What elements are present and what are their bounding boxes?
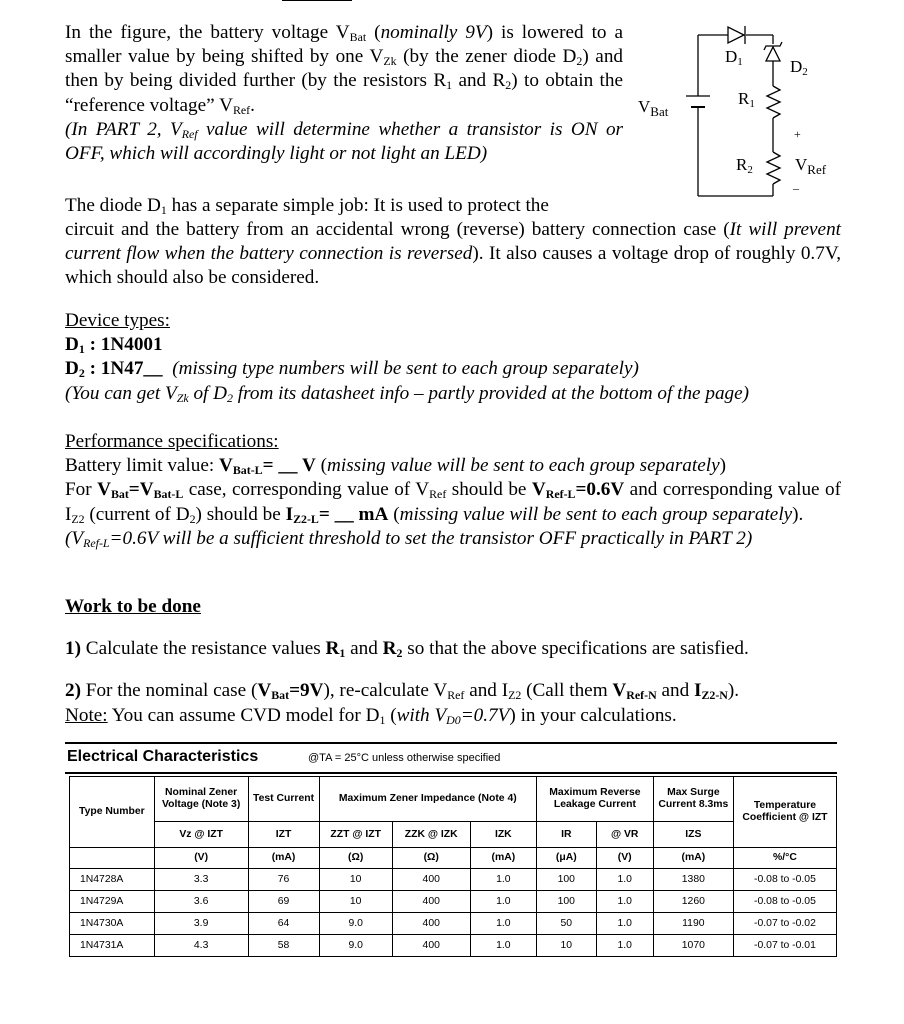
unit-cell: (Ω) bbox=[319, 848, 392, 869]
subheader: IZS bbox=[653, 822, 733, 848]
diode1-line1: The diode $D_1$ has a separate simple job: It is used to protect the bbox=[65, 195, 549, 217]
label-plus: + bbox=[794, 127, 801, 141]
intro-paragraph: In the figure, the battery voltage $V_{Bat}$ (nominally 9V) is lowered to a smaller value by being shifted by one $V_{Zk}$ (by the zener diode $D_2$) and then by being divided further (by the resistors $R_1$ and $R_2$) to obtain the “reference voltage” $V_{Ref}$. (In PART 2, $V_{Ref}$ value will determine whether a transistor is ON or OFF, which will accordingly light or not light an LED) bbox=[65, 22, 624, 165]
d1-diode-triangle bbox=[728, 27, 744, 43]
subheader: IZK bbox=[470, 822, 536, 848]
table-row: 1N4731A 4.3 58 9.0 400 1.0 10 1.0 1070 -0.07 to -0.01 bbox=[70, 935, 837, 957]
question-1: 1) Calculate the resistance values $R_1$ and $R_2$ so that the above specifications are satisfied. bbox=[65, 638, 749, 661]
unit-cell: (V) bbox=[154, 848, 248, 869]
note-line: Note: You can assume CVD model for $D_1$ (with $V_{D0}=0.7V$) in your calculations. bbox=[65, 704, 677, 727]
zener-table bbox=[69, 776, 837, 957]
subheader: ZZT @ IZT bbox=[319, 822, 392, 848]
circuit-diagram bbox=[628, 14, 848, 204]
header-temp: Temperature Coefficient @ IZT bbox=[733, 777, 836, 848]
d2-zener-triangle bbox=[766, 47, 780, 61]
subheader: ZZK @ IZK bbox=[392, 822, 470, 848]
label-r1: R1 bbox=[738, 89, 755, 110]
subheader: Vz @ IZT bbox=[154, 822, 248, 848]
label-vref: $V_{Ref}$ bbox=[795, 155, 827, 177]
unit-cell: (mA) bbox=[248, 848, 319, 869]
table-row: 1N4729A 3.6 69 10 400 1.0 100 1.0 1260 -0.08 to -0.05 bbox=[70, 891, 837, 913]
unit-cell: (V) bbox=[596, 848, 653, 869]
label-d1: D1 bbox=[725, 47, 743, 68]
unit-cell: (mA) bbox=[653, 848, 733, 869]
subheader: IR bbox=[537, 822, 597, 848]
work-heading: Work to be done bbox=[65, 596, 201, 617]
performance-section: Performance specifications: Battery limit value: $V_{Bat-L}=$ __ V (missing value will be sent to each group separately) For $V_{Bat}=V_{Bat-L}$ case, corresponding value of $V_{Ref}$ should be $V_{Ref-L}=0.6V$ and corresponding value of $I_{Z2}$ (current of $D_2$) should be $I_{Z2-L}=$ __ mA (missing value will be sent to each group separately). ($V_{Ref-L}=0.6V$ will be a sufficient threshold to set the transistor OFF practically in PART 2) bbox=[65, 431, 841, 550]
label-minus: – bbox=[793, 181, 799, 195]
device-types-heading: Device types: bbox=[65, 310, 170, 331]
header-surge: Max Surge Current 8.3ms bbox=[653, 777, 733, 822]
table-title-bar bbox=[65, 742, 837, 774]
table-row: 1N4730A 3.9 64 9.0 400 1.0 50 1.0 1190 -0.07 to -0.02 bbox=[70, 913, 837, 935]
performance-heading: Performance specifications: bbox=[65, 431, 279, 452]
unit-cell: %/°C bbox=[733, 848, 836, 869]
r1-resistor-zigzag bbox=[767, 86, 780, 118]
device-types-section: Device types: $D_1$ : 1N4001 $D_2$ : 1N47__ (missing type numbers will be sent to each group separately) (You can get $V_{Zk}$ of $D_2$ from its datasheet info – partly provided at the bottom of the page) bbox=[65, 310, 750, 405]
unit-cell: (Ω) bbox=[392, 848, 470, 869]
header-leakage: Maximum Reverse Leakage Current bbox=[537, 777, 654, 822]
label-r2: R2 bbox=[736, 155, 753, 176]
header-impedance: Maximum Zener Impedance (Note 4) bbox=[319, 777, 537, 822]
subheader: IZT bbox=[248, 822, 319, 848]
table-condition: @TA = 25°C unless otherwise specified bbox=[308, 752, 501, 764]
work-section bbox=[65, 595, 855, 728]
subheader: @ VR bbox=[596, 822, 653, 848]
header-test: Test Current bbox=[248, 777, 319, 822]
question-2: 2) For the nominal case $(V_{Bat}=9V)$, re-calculate $V_{Ref}$ and $I_{Z2}$ (Call them $V_{Ref-N}$ and $I_{Z2-N}$). bbox=[65, 680, 740, 703]
table-row: 1N4728A 3.3 76 10 400 1.0 100 1.0 1380 -0.08 to -0.05 bbox=[70, 869, 837, 891]
unit-cell: (mA) bbox=[470, 848, 536, 869]
label-vbat: $V_{Bat}$ bbox=[638, 97, 669, 119]
diode1-paragraph: circuit and the battery from an accidental wrong (reverse) battery connection case (It will prevent current flow when the battery connection is reversed). It also causes a voltage drop of roughly 0.7V, which should also be considered. bbox=[65, 219, 841, 289]
header-type: Type Number bbox=[70, 777, 155, 848]
table-title: Electrical Characteristics bbox=[67, 748, 259, 765]
r2-resistor-zigzag bbox=[767, 152, 780, 184]
label-d2: D2 bbox=[790, 57, 808, 78]
header-nominal: Nominal Zener Voltage (Note 3) bbox=[154, 777, 248, 822]
unit-cell: (μA) bbox=[537, 848, 597, 869]
top-rule bbox=[282, 0, 352, 1]
electrical-characteristics bbox=[65, 742, 837, 951]
